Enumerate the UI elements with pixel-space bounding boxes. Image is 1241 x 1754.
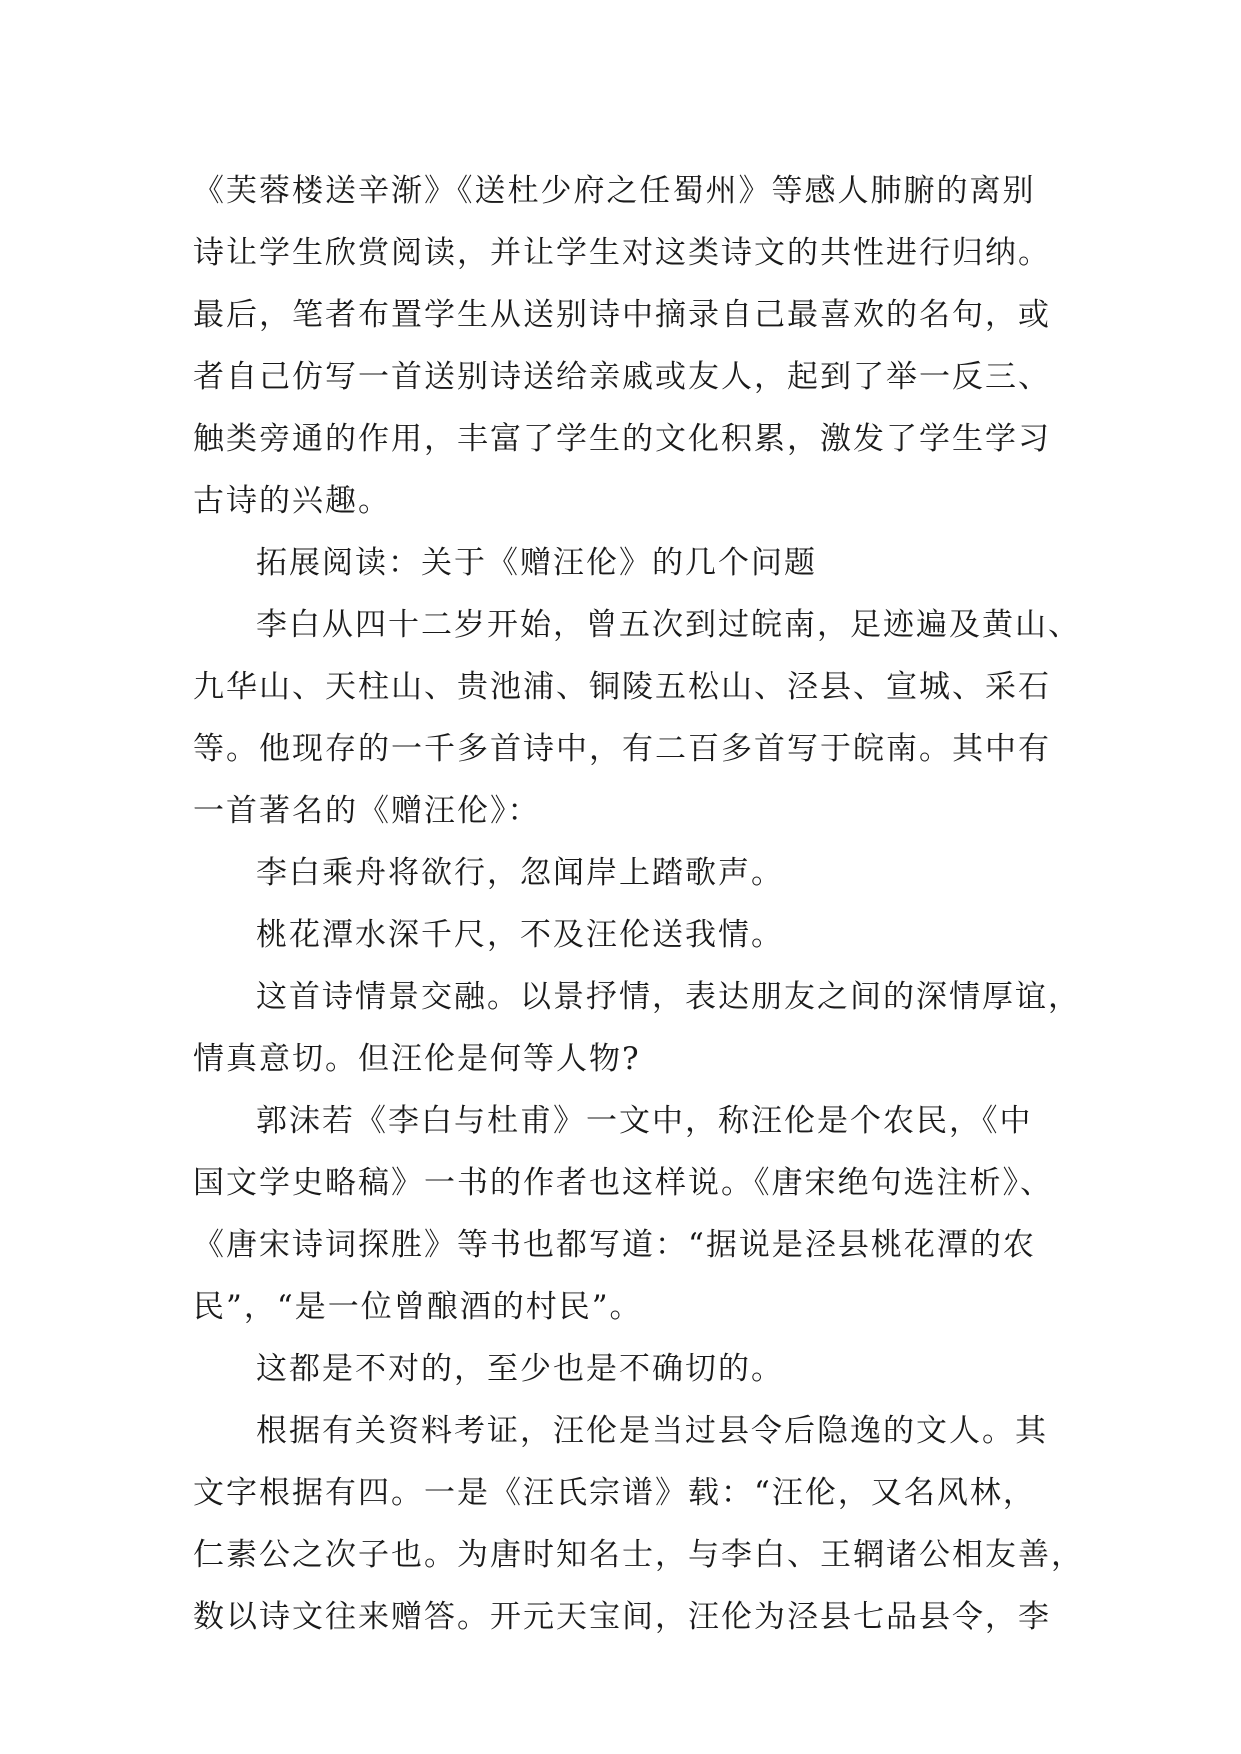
poem-line: 李白乘舟将欲行，忽闻岸上踏歌声。 (256, 855, 784, 891)
text-line: 李白从四十二岁开始，曾五次到过皖南，足迹遍及黄山、 (256, 607, 1081, 643)
text-line: 数以诗文往来赠答。开元天宝间，汪伦为泾县七品县令，李 (193, 1599, 1051, 1635)
text-line: 郭沫若《李白与杜甫》一文中，称汪伦是个农民，《中 (256, 1103, 1033, 1139)
text-line: 根据有关资料考证，汪伦是当过县令后隐逸的文人。其 (256, 1413, 1048, 1449)
text-line: 这都是不对的，至少也是不确切的。 (256, 1351, 784, 1387)
document-body (193, 160, 1084, 1648)
text-line: 九华山、天柱山、贵池浦、铜陵五松山、泾县、宣城、采石 (193, 669, 1051, 705)
text-line: 一首著名的《赠汪伦》： (193, 793, 541, 829)
poem-line: 桃花潭水深千尺，不及汪伦送我情。 (256, 917, 784, 953)
text-line: 文字根据有四。一是《汪氏宗谱》载：“汪伦，又名风林， (193, 1475, 1036, 1511)
text-line: 《唐宋诗词探胜》等书也都写道：“据说是泾县桃花潭的农 (193, 1227, 1036, 1263)
text-line: 《芙蓉楼送辛渐》《送杜少府之任蜀州》等感人肺腑的离别 (193, 173, 1036, 209)
section-heading: 拓展阅读：关于《赠汪伦》的几个问题 (256, 545, 817, 581)
text-line: 等。他现存的一千多首诗中，有二百多首写于皖南。其中有 (193, 731, 1051, 767)
text-line: 国文学史略稿》一书的作者也这样说。《唐宋绝句选注析》、 (193, 1165, 1053, 1201)
text-line: 这首诗情景交融。以景抒情，表达朋友之间的深情厚谊， (256, 979, 1081, 1015)
text-line: 最后，笔者布置学生从送别诗中摘录自己最喜欢的名句，或 (193, 297, 1051, 333)
text-line: 民”，“是一位曾酿酒的村民”。 (193, 1289, 643, 1325)
text-line: 仁素公之次子也。为唐时知名士，与李白、王辋诸公相友善， (193, 1537, 1084, 1573)
text-line: 古诗的兴趣。 (193, 483, 391, 519)
text-line: 诗让学生欣赏阅读，并让学生对这类诗文的共性进行归纳。 (193, 235, 1051, 271)
text-line: 情真意切。但汪伦是何等人物? (193, 1041, 641, 1077)
text-line: 触类旁通的作用，丰富了学生的文化积累，激发了学生学习 (193, 421, 1051, 457)
text-line: 者自己仿写一首送别诗送给亲戚或友人，起到了举一反三、 (193, 359, 1051, 395)
